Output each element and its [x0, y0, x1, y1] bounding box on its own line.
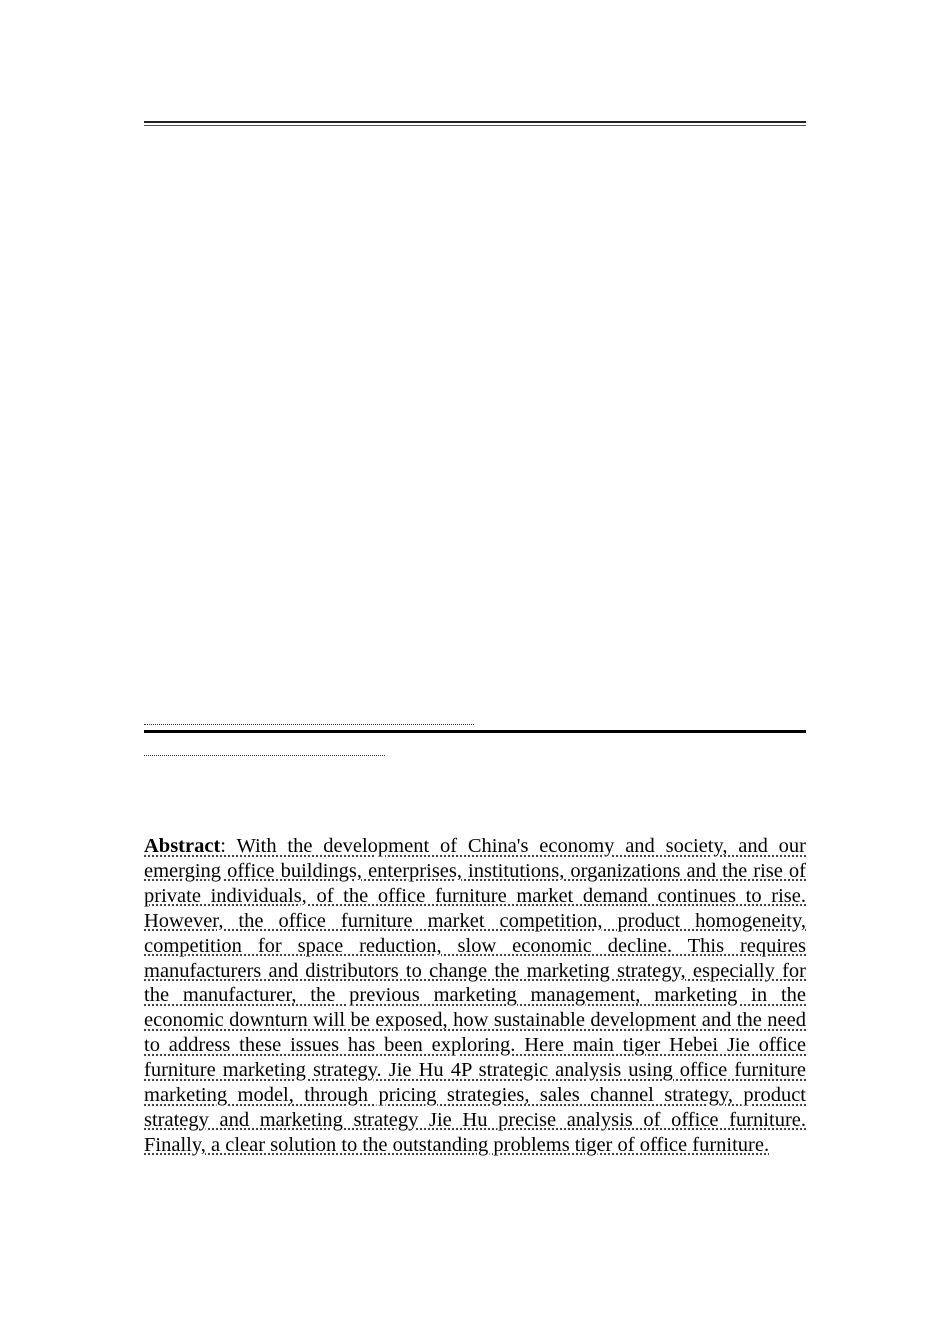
header-double-rule	[144, 121, 806, 126]
dotted-field-line-upper	[144, 724, 474, 725]
abstract-label: Abstract	[144, 835, 221, 857]
abstract-separator: :	[220, 835, 237, 857]
section-divider-rule	[144, 730, 806, 733]
dotted-field-line-lower	[144, 755, 385, 756]
abstract-text: With the development of China's economy and society, and our emerging office buildings, enterprises, institutions, organizations and the rise of private individuals, of the office furniture market demand continues to rise. However, the office furniture market competition, product homogeneity, competition for space reduction, slow economic decline. This requires manufacturers and distributors to change the marketing strategy, especially for the manufacturer, the previous marketing management, marketing in the economic downturn will be exposed, how sustainable development and the need to address these issues has been exploring. Here main tiger Hebei Jie office furniture marketing strategy. Jie Hu 4P strategic analysis using office furniture marketing model, through pricing strategies, sales channel strategy, product strategy and marketing strategy Jie Hu precise analysis of office furniture. Finally, a clear solution to the outstanding problems tiger of office furniture.	[144, 835, 807, 1156]
abstract-paragraph	[144, 834, 806, 1158]
